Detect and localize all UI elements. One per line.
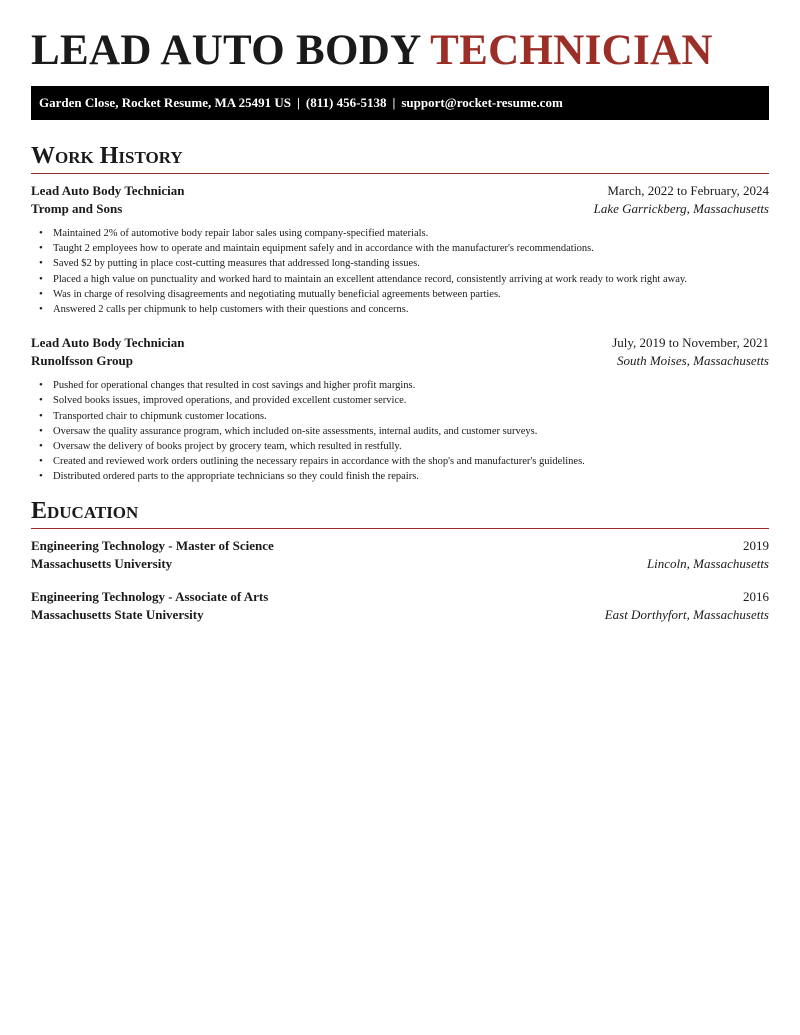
education-degree-row bbox=[31, 588, 769, 606]
education-year: 2019 bbox=[743, 537, 769, 553]
resume-name-title bbox=[31, 0, 769, 85]
education-school: Massachusetts University bbox=[31, 555, 173, 571]
job-bullet: • Saved $2 by putting in place cost-cutting measures that addressed long-standing issues. bbox=[53, 256, 769, 271]
education-degree: Engineering Technology - Associate of Arts bbox=[31, 588, 269, 604]
job-bullet: • Pushed for operational changes that resulted in cost savings and higher profit margins. bbox=[53, 378, 769, 393]
job-bullet: • Oversaw the delivery of books project by grocery team, which resulted in restfully. bbox=[53, 439, 769, 454]
job-title: Lead Auto Body Technician bbox=[31, 183, 185, 198]
job-bullet: • Solved books issues, improved operations, and provided excellent customer service. bbox=[53, 393, 769, 408]
work-history-heading: Work History bbox=[31, 143, 769, 174]
job-title-row bbox=[31, 182, 769, 200]
job-bullet: • Taught 2 employees how to operate and maintain equipment safely and in accordance with the manufacturer's recommendations. bbox=[53, 241, 769, 256]
contact-email: support@rocket-resume.com bbox=[401, 95, 563, 110]
education-school-row bbox=[31, 555, 769, 573]
education-entry bbox=[31, 588, 769, 624]
job-bullet: • Placed a high value on punctuality and worked hard to maintain an excellent attendance record, consistently arriving at work ready to work right away. bbox=[53, 272, 769, 287]
job-entry bbox=[31, 182, 769, 317]
job-bullet-list bbox=[31, 226, 769, 317]
job-bullet: • Created and reviewed work orders outlining the necessary repairs in accordance with the shop's and manufacturer's guidelines. bbox=[53, 454, 769, 469]
job-company: Runolfsson Group bbox=[31, 353, 133, 369]
job-dates: March, 2022 to February, 2024 bbox=[607, 183, 769, 198]
job-bullet: • Maintained 2% of automotive body repair labor sales using company-specified materials. bbox=[53, 226, 769, 241]
job-bullet: • Distributed ordered parts to the appropriate technicians so they could finish the repairs. bbox=[53, 469, 769, 484]
job-bullet: • Was in charge of resolving disagreements and negotiating mutually beneficial agreements between parties. bbox=[53, 287, 769, 302]
contact-separator: | bbox=[392, 95, 396, 110]
job-dates: July, 2019 to November, 2021 bbox=[612, 335, 769, 351]
job-bullet-list bbox=[31, 378, 769, 484]
job-title-row bbox=[31, 334, 769, 352]
education-degree-row bbox=[31, 537, 769, 555]
contact-separator: | bbox=[297, 95, 300, 110]
job-bullet: • Oversaw the quality assurance program, which included on-site assessments, internal audits, and customer surveys. bbox=[53, 424, 769, 439]
education-location: East Dorthyfort, Massachusetts bbox=[604, 606, 769, 622]
education-year: 2016 bbox=[743, 588, 769, 604]
job-bullet: • Answered 2 calls per chipmunk to help customers with their questions and concerns. bbox=[53, 302, 769, 317]
contact-bar bbox=[31, 86, 769, 120]
education-school: Massachusetts State University bbox=[31, 606, 204, 622]
job-company-row bbox=[31, 352, 769, 370]
education-location: Lincoln, Massachusetts bbox=[646, 555, 769, 571]
education-entry bbox=[31, 537, 769, 573]
contact-address: Garden Close, Rocket Resume, MA 25491 US bbox=[39, 95, 292, 110]
job-company: Tromp and Sons bbox=[31, 201, 123, 216]
job-location: Lake Garrickberg, Massachusetts bbox=[593, 201, 769, 216]
job-title: Lead Auto Body Technician bbox=[31, 335, 185, 351]
education-heading: Education bbox=[31, 498, 769, 529]
job-location: South Moises, Massachusetts bbox=[616, 353, 769, 369]
education-degree: Engineering Technology - Master of Science bbox=[31, 537, 274, 553]
contact-phone: (811) 456-5138 bbox=[305, 95, 387, 110]
education-school-row bbox=[31, 606, 769, 624]
job-company-row bbox=[31, 200, 769, 218]
job-entry bbox=[31, 334, 769, 484]
name-main: LEAD AUTO BODY bbox=[31, 27, 420, 74]
name-accent: TECHNICIAN bbox=[430, 27, 713, 74]
job-bullet: • Transported chair to chipmunk customer locations. bbox=[53, 409, 769, 424]
